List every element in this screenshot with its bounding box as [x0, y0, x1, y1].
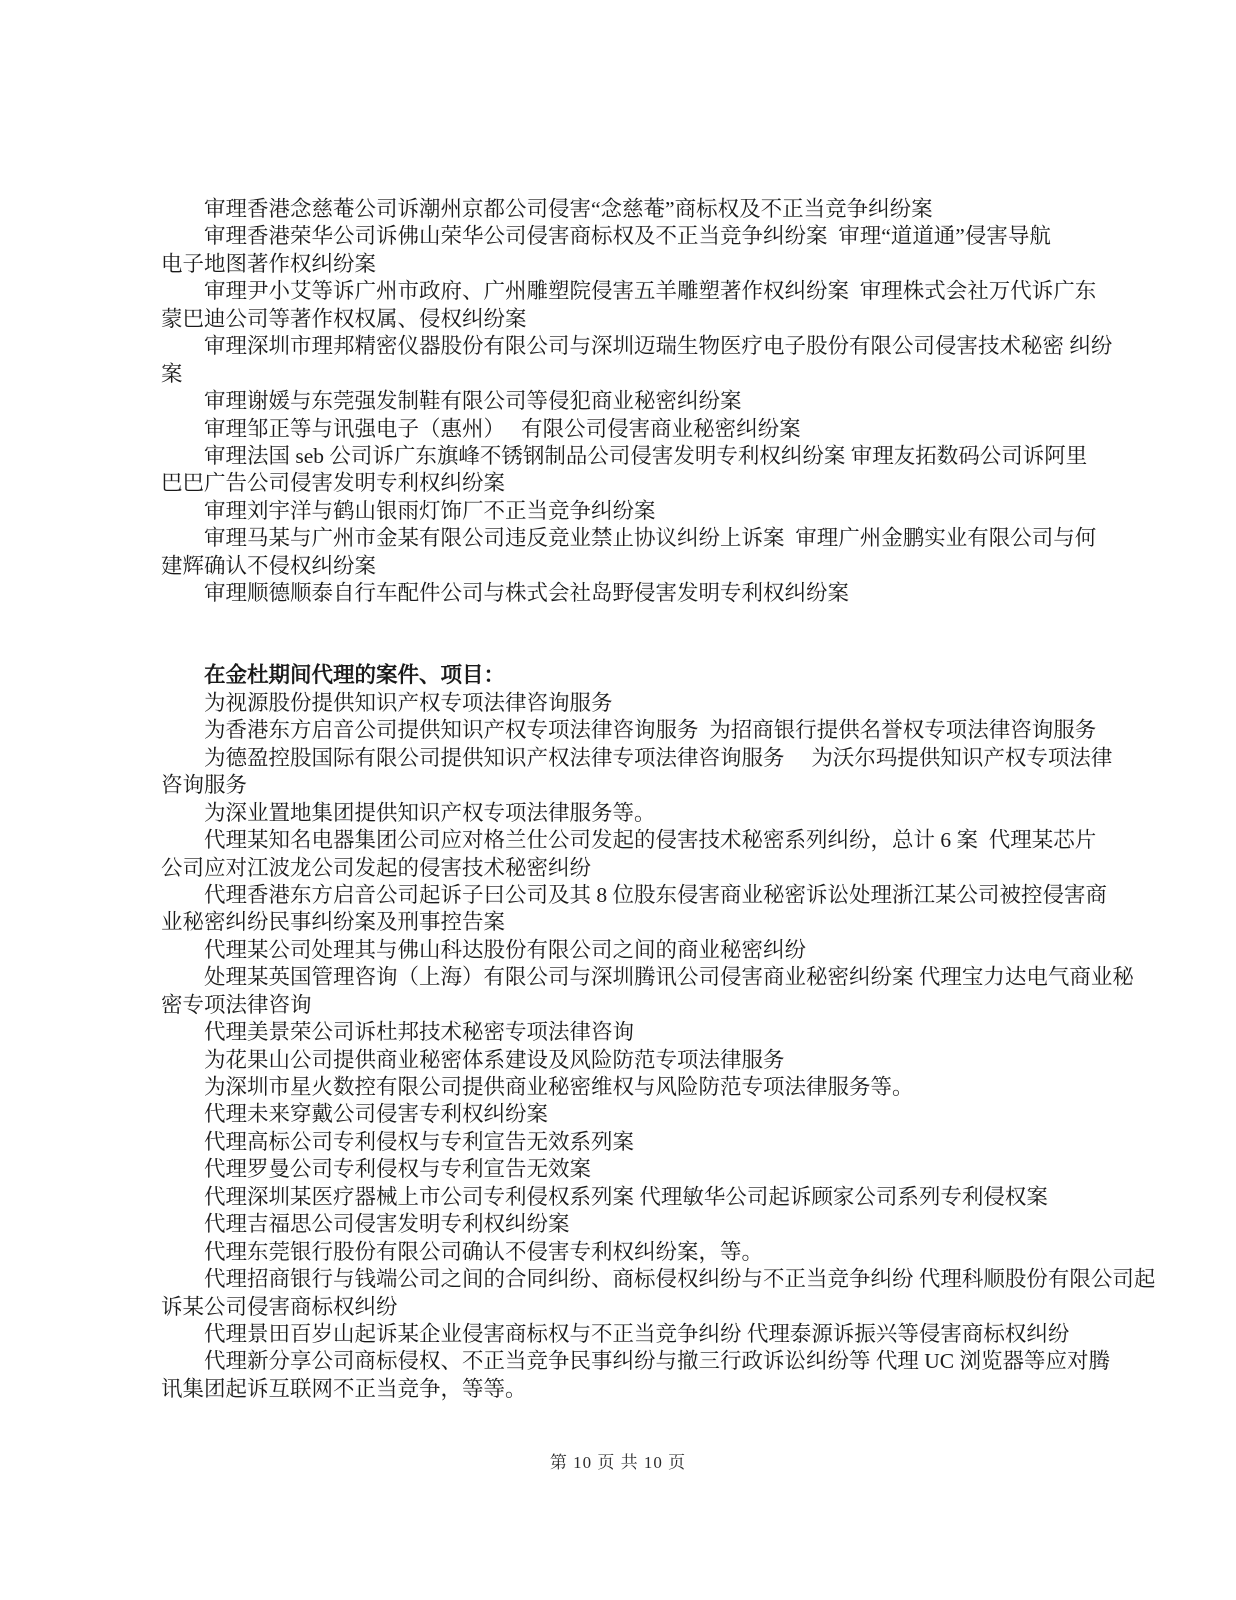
section-heading: 在金杜期间代理的案件、项目： [204, 663, 506, 688]
text-line: 审理香港荣华公司诉佛山荣华公司侵害商标权及不正当竞争纠纷案 审理“道道通”侵害导航 [204, 224, 1051, 249]
text-line: 代理未来穿戴公司侵害专利权纠纷案 [204, 1102, 549, 1127]
text-line: 处理某英国管理咨询（上海）有限公司与深圳腾讯公司侵害商业秘密纠纷案 代理宝力达电气商业秘 [204, 965, 1134, 990]
text-line: 代理罗曼公司专利侵权与专利宣告无效案 [204, 1157, 592, 1182]
text-line: 代理高标公司专利侵权与专利宣告无效系列案 [204, 1129, 635, 1154]
text-line: 为德盈控股国际有限公司提供知识产权法律专项法律咨询服务 为沃尔玛提供知识产权专项法律 [204, 745, 1113, 770]
text-line: 审理刘宇洋与鹤山银雨灯饰厂不正当竞争纠纷案 [204, 498, 656, 523]
text-line: 审理尹小艾等诉广州市政府、广州雕塑院侵害五羊雕塑著作权纠纷案 审理株式会社万代诉广东 [204, 279, 1097, 304]
text-line: 为香港东方启音公司提供知识产权专项法律咨询服务 为招商银行提供名誉权专项法律咨询服务 [204, 718, 1097, 743]
text-line: 审理法国 seb 公司诉广东旗峰不锈钢制品公司侵害发明专利权纠纷案 审理友拓数码公司诉阿里 [204, 443, 1088, 468]
text-line: 代理深圳某医疗器械上市公司专利侵权系列案 代理敏华公司起诉顾家公司系列专利侵权案 [204, 1184, 1048, 1209]
text-line: 审理深圳市理邦精密仪器股份有限公司与深圳迈瑞生物医疗电子股份有限公司侵害技术秘密 纠纷 [204, 334, 1113, 359]
text-line: 为视源股份提供知识产权专项法律咨询服务 [204, 690, 613, 715]
page-footer [0, 1448, 1236, 1473]
text-line: 蒙巴迪公司等著作权权属、侵权纠纷案 [161, 306, 527, 331]
text-line: 代理某公司处理其与佛山科达股份有限公司之间的商业秘密纠纷 [204, 937, 807, 962]
text-line: 代理某知名电器集团公司应对格兰仕公司发起的侵害技术秘密系列纠纷，总计 6 案 代理某芯片 [204, 828, 1097, 853]
text-line: 业秘密纠纷民事纠纷案及刑事控告案 [161, 910, 506, 935]
document-body [161, 196, 1156, 1403]
text-line: 代理东莞银行股份有限公司确认不侵害专利权纠纷案，等。 [204, 1239, 764, 1264]
text-line: 密专项法律咨询 [161, 992, 312, 1017]
text-line: 代理景田百岁山起诉某企业侵害商标权与不正当竞争纠纷 代理泰源诉振兴等侵害商标权纠纷 [204, 1321, 1070, 1346]
text-line: 为深业置地集团提供知识产权专项法律服务等。 [204, 800, 656, 825]
text-line: 咨询服务 [161, 773, 248, 798]
text-line: 代理招商银行与钱端公司之间的合同纠纷、商标侵权纠纷与不正当竞争纠纷 代理科顺股份有限公司起 [204, 1267, 1156, 1292]
text-line: 审理香港念慈菴公司诉潮州京都公司侵害“念慈菴”商标权及不正当竞争纠纷案 [204, 197, 933, 221]
text-line: 审理邹正等与讯强电子（惠州） 有限公司侵害商业秘密纠纷案 [204, 416, 801, 441]
text-line: 电子地图著作权纠纷案 [161, 251, 377, 276]
text-line: 讯集团起诉互联网不正当竞争，等等。 [161, 1376, 527, 1401]
text-line: 为花果山公司提供商业秘密体系建设及风险防范专项法律服务 [204, 1047, 785, 1072]
text-line: 巴巴广告公司侵害发明专利权纠纷案 [161, 471, 506, 496]
text-line: 诉某公司侵害商标权纠纷 [161, 1294, 398, 1319]
text-line: 公司应对江波龙公司发起的侵害技术秘密纠纷 [161, 855, 592, 880]
text-line: 代理吉福思公司侵害发明专利权纠纷案 [204, 1212, 570, 1237]
text-line: 代理新分享公司商标侵权、不正当竞争民事纠纷与撤三行政诉讼纠纷等 代理 UC 浏览器等应对腾 [204, 1349, 1110, 1374]
text-line: 案 [161, 361, 183, 386]
text-line: 审理顺德顺泰自行车配件公司与株式会社岛野侵害发明专利权纠纷案 [204, 581, 850, 606]
text-line: 为深圳市星火数控有限公司提供商业秘密维权与风险防范专项法律服务等。 [204, 1075, 914, 1100]
text-line: 代理美景荣公司诉杜邦技术秘密专项法律咨询 [204, 1020, 635, 1045]
text-line: 审理马某与广州市金某有限公司违反竞业禁止协议纠纷上诉案 审理广州金鹏实业有限公司与何 [204, 526, 1097, 551]
text-line: 审理谢媛与东莞强发制鞋有限公司等侵犯商业秘密纠纷案 [204, 389, 742, 414]
page-number-text: 第 10 页 共 10 页 [549, 1453, 687, 1472]
text-line: 代理香港东方启音公司起诉子曰公司及其 8 位股东侵害商业秘密诉讼处理浙江某公司被控侵害商 [204, 882, 1108, 907]
text-line: 建辉确认不侵权纠纷案 [161, 553, 377, 578]
